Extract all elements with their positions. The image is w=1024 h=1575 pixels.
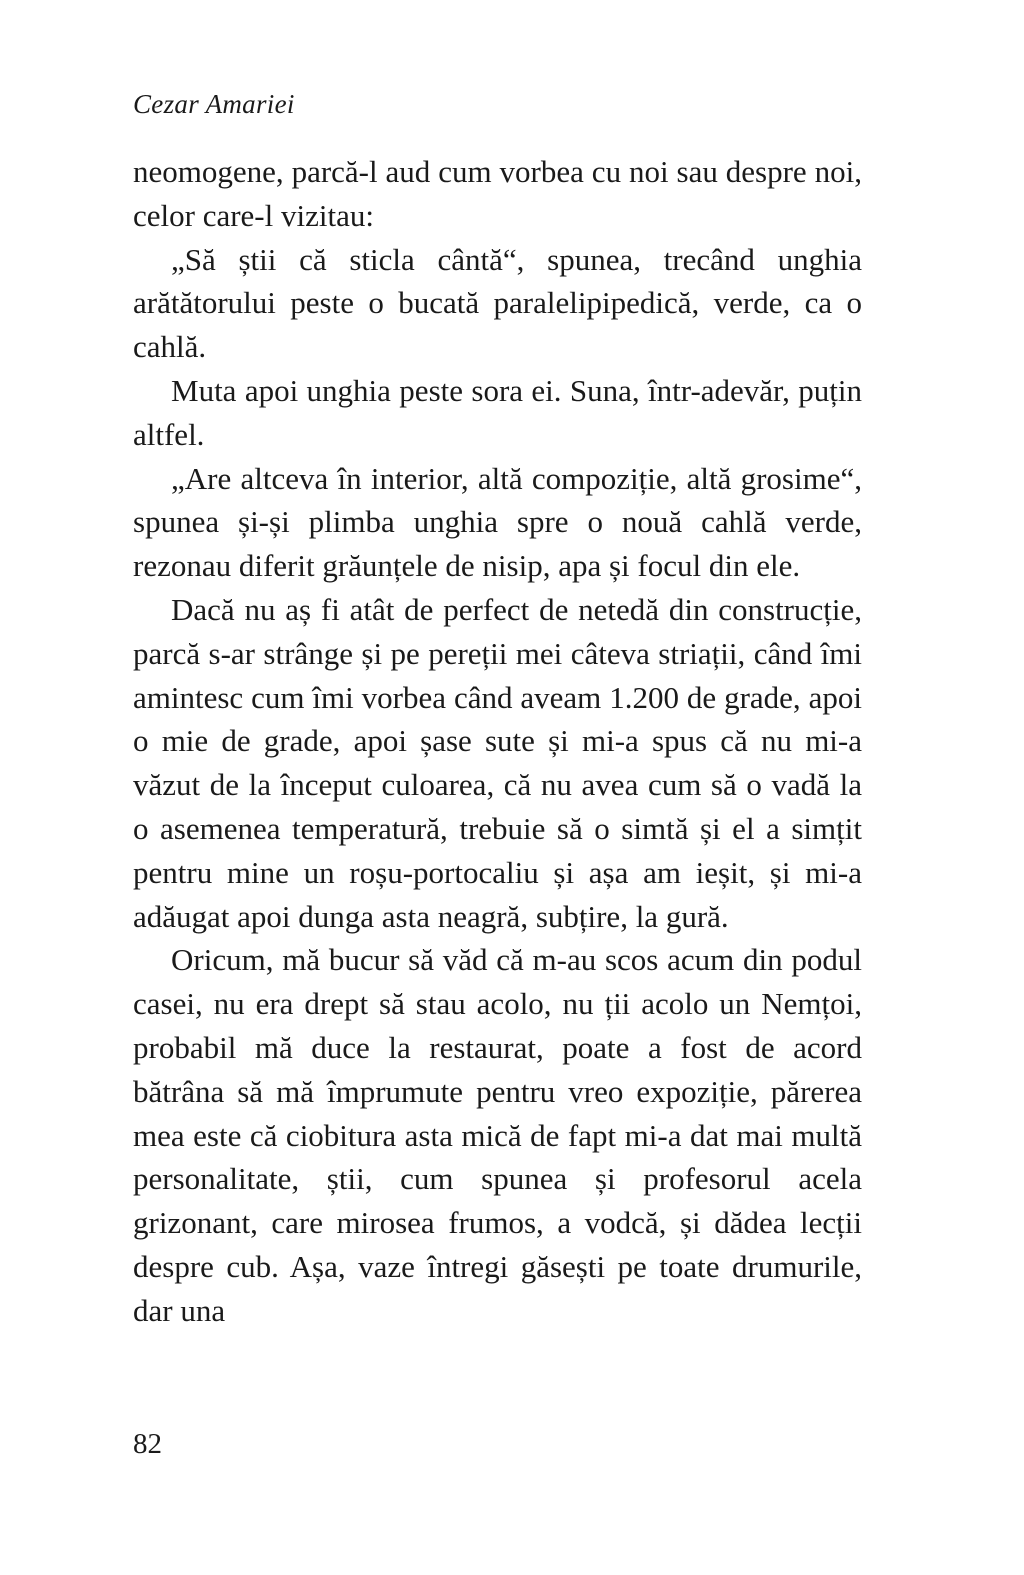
- paragraph: Muta apoi unghia peste sora ei. Suna, într-adevăr, puțin altfel.: [133, 372, 862, 452]
- page-body: [133, 150, 862, 1333]
- page-number: 82: [133, 1428, 162, 1460]
- running-head: Cezar Amariei: [133, 89, 295, 119]
- paragraph: „Să știi că sticla cântă“, spunea, trecând unghia arătătorului peste o bucată paralelipipedică, verde, ca o cahlă.: [133, 241, 862, 365]
- paragraph-continued: neomogene, parcă-l aud cum vorbea cu noi sau despre noi, celor care-l vizitau:: [133, 154, 862, 233]
- paragraph: Oricum, mă bucur să văd că m-au scos acum din podul casei, nu era drept să stau acolo, nu ții acolo un Nemțoi, probabil mă duce la restaurat, poate a fost de acord bătrâna să mă împrumute pentru vreo expoziție, părerea mea este că ciobitura asta mică de fapt mi-a dat mai multă personalitate, știi, cum spunea și profesorul acela grizonant, care mirosea frumos, a vodcă, și dădea lecții despre cub. Așa, vaze întregi găsești pe toate drumurile, dar una: [133, 942, 862, 1328]
- paragraph: Dacă nu aș fi atât de perfect de netedă din construcție, parcă s-ar strânge și pe pereții mei câteva striații, când îmi amintesc cum îmi vorbea când aveam 1.200 de grade, apoi o mie de grade, apoi șase sute și mi-a spus că nu mi-a văzut de la început culoarea, că nu avea cum să o vadă la o asemenea temperatură, trebuie să o simtă și el a simțit pentru mine un roșu-portocaliu și așa am ieșit, și mi-a adăugat apoi dunga asta neagră, subțire, la gură.: [133, 591, 862, 934]
- paragraph: „Are altceva în interior, altă compoziție, altă grosime“, spunea și-și plimba unghia spre o nouă cahlă verde, rezonau diferit grăunțele de nisip, apa și focul din ele.: [133, 460, 862, 584]
